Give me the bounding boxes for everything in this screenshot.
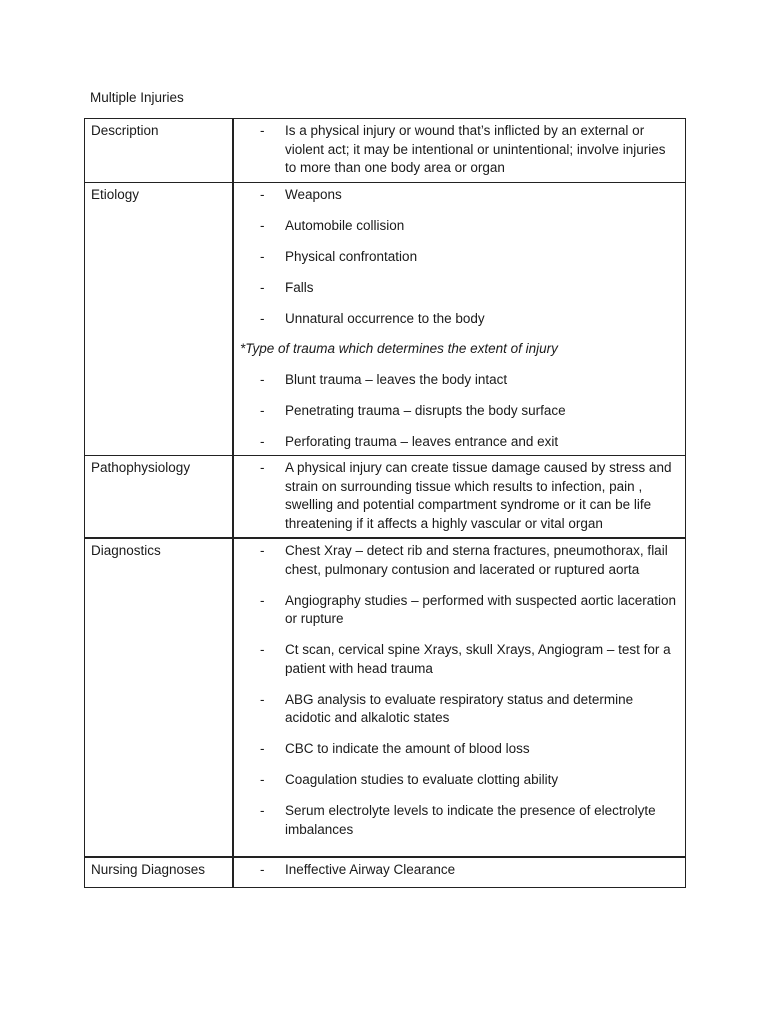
trauma-type-note: *Type of trauma which determines the extent of injury: [240, 341, 558, 356]
list-item: - Weapons: [240, 186, 679, 205]
etiology-list: [240, 186, 679, 329]
row-content-nursing-diagnoses: [233, 857, 686, 888]
list-item: - Falls: [240, 279, 679, 298]
pathophysiology-list: [240, 459, 679, 533]
row-nursing-diagnoses: [85, 857, 686, 888]
row-label-nursing-diagnoses: Nursing Diagnoses: [85, 857, 234, 888]
row-description: [85, 119, 686, 183]
row-etiology: [85, 182, 686, 456]
notes-table: [84, 118, 686, 888]
row-content-pathophysiology: [233, 456, 686, 539]
document-title: Multiple Injuries: [90, 90, 184, 105]
row-label-diagnostics: Diagnostics: [85, 538, 234, 857]
row-diagnostics: [85, 538, 686, 857]
diagnostics-list: [240, 542, 679, 839]
trauma-type-list: [240, 371, 679, 452]
list-item: - Penetrating trauma – disrupts the body surface: [240, 402, 679, 421]
nursing-diagnoses-list: [240, 861, 679, 884]
list-item: - Ct scan, cervical spine Xrays, skull Xrays, Angiogram – test for a patient with head trauma: [240, 641, 679, 678]
list-item: - Serum electrolyte levels to indicate the presence of electrolyte imbalances: [240, 802, 679, 839]
row-label-description: Description: [85, 119, 234, 183]
row-content-etiology: [233, 182, 686, 456]
row-label-pathophysiology: Pathophysiology: [85, 456, 234, 539]
row-content-diagnostics: [233, 538, 686, 857]
list-item: - Angiography studies – performed with suspected aortic laceration or rupture: [240, 592, 679, 629]
list-item: - Physical confrontation: [240, 248, 679, 267]
list-item: - Is a physical injury or wound that’s inflicted by an external or violent act; it may be intentional or unintentional; involve injuries to more than one body area or organ: [240, 122, 679, 178]
list-item: - Perforating trauma – leaves entrance and exit: [240, 433, 679, 452]
list-item: - Coagulation studies to evaluate clotting ability: [240, 771, 679, 790]
description-list: [240, 122, 679, 178]
list-item: - Blunt trauma – leaves the body intact: [240, 371, 679, 390]
list-item: - CBC to indicate the amount of blood loss: [240, 740, 679, 759]
list-item: - A physical injury can create tissue damage caused by stress and strain on surrounding tissue which results to infection, pain , swelling and potential compartment syndrome or it can be life threatening if it affects a highly vascular or vital organ: [240, 459, 679, 533]
list-item: - Chest Xray – detect rib and sterna fractures, pneumothorax, flail chest, pulmonary contusion and lacerated or ruptured aorta: [240, 542, 679, 579]
list-item: - Unnatural occurrence to the body: [240, 310, 679, 329]
list-item: - Ineffective Airway Clearance: [240, 861, 679, 884]
list-item: - ABG analysis to evaluate respiratory status and determine acidotic and alkalotic states: [240, 691, 679, 728]
list-item: - Automobile collision: [240, 217, 679, 236]
row-pathophysiology: [85, 456, 686, 539]
row-label-etiology: Etiology: [85, 182, 234, 456]
row-content-description: [233, 119, 686, 183]
